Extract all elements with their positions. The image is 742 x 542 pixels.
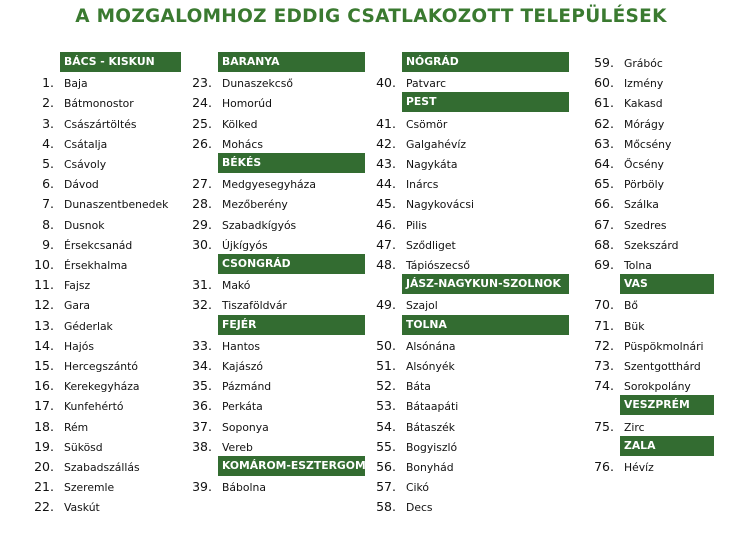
settlement-number: 24. [192,95,212,111]
settlement-name: Szekszárd [624,238,679,252]
county-header: ZALA [620,436,714,456]
settlement-name: Cikó [406,481,430,495]
settlement-number: 73. [594,358,614,373]
county-header: PEST [402,92,569,112]
settlement-name: Géderlak [64,319,113,333]
county-header: NÓGRÁD [402,52,569,72]
settlement-name: Nagykáta [406,158,458,171]
settlement-name: Szabadszállás [64,461,140,474]
settlement-name: Patvarc [406,77,447,91]
settlement-name: Hercegszántó [64,360,138,373]
settlement-number: 75. [594,418,614,434]
settlement-name: Pörböly [624,178,665,192]
page-title: A MOZGALOMHOZ EDDIG CSATLAKOZOTT TELEPÜLÉSEK [75,6,667,27]
settlement-number: 26. [192,135,212,151]
settlement-number: 27. [192,176,212,192]
settlement-name: Galgahévíz [406,137,466,151]
settlement-number: 1. [42,75,54,91]
settlement-name: Dunaszekcső [222,77,293,91]
settlement-name: Csátalja [64,137,108,151]
settlement-name: Dusnok [64,218,105,232]
settlement-number: 14. [34,337,54,353]
settlement-number: 74. [594,378,614,394]
settlement-name: Bonyhád [406,461,454,474]
settlement-number: 12. [34,297,54,313]
county-header: CSONGRÁD [218,254,365,274]
settlement-number: 61. [594,95,614,111]
settlement-number: 56. [376,459,396,474]
settlement-number: 35. [192,378,212,394]
settlement-name: Bátmonostor [64,97,134,111]
settlement-number: 23. [192,75,212,91]
settlement-number: 30. [192,236,212,252]
settlement-number: 29. [192,216,212,232]
settlement-name: Mohács [222,137,263,151]
settlement-number: 39. [192,479,212,495]
settlement-name: Dunaszentbenedek [64,198,169,212]
settlement-name: Izmény [624,77,664,91]
settlement-number: 50. [376,337,396,353]
settlement-number: 22. [34,499,54,515]
settlement-name: Soponya [222,420,269,434]
settlement-number: 70. [594,297,614,313]
settlement-number: 41. [376,115,396,131]
settlement-number: 51. [376,358,396,373]
settlement-number: 6. [42,176,54,192]
settlement-name: Érsekhalma [64,259,128,272]
settlement-name: Tápiószecső [406,259,470,272]
settlement-name: Szabadkígyós [222,218,297,232]
settlement-number: 66. [594,196,614,212]
county-header: JÁSZ-NAGYKUN-SZOLNOK [402,274,569,294]
settlement-number: 58. [376,499,396,515]
settlement-number: 60. [594,75,614,91]
settlement-number: 33. [192,337,212,353]
settlement-name: Fajsz [64,279,91,293]
county-header: KOMÁROM-ESZTERGOM [218,456,365,476]
settlement-number: 37. [192,418,212,434]
settlement-name: Kerekegyháza [64,380,140,394]
settlement-number: 4. [42,135,54,151]
settlement-name: Decs [406,501,433,515]
settlement-number: 42. [376,135,396,151]
settlement-number: 49. [376,297,396,313]
settlement-name: Csávoly [64,158,107,171]
settlement-name: Hajós [64,339,94,353]
settlement-name: Bük [624,319,645,333]
settlement-name: Szentgotthárd [624,360,701,373]
settlement-name: Kajászó [222,360,264,373]
settlement-name: Bátaszék [406,420,456,434]
settlement-number: 63. [594,135,614,151]
settlement-name: Sorokpolány [624,380,691,394]
settlement-name: Makó [222,279,251,293]
settlement-name: Szeremle [64,481,115,495]
settlement-name: Pázmánd [222,380,272,394]
settlement-name: Sükösd [64,440,103,454]
settlement-number: 64. [594,156,614,171]
county-header: BÉKÉS [218,153,365,173]
settlement-number: 36. [192,398,212,414]
county-header: BÁCS - KISKUN [60,52,181,72]
settlement-name: Medgyesegyháza [222,178,316,192]
settlement-number: 13. [34,317,54,333]
settlement-number: 71. [594,317,614,333]
settlement-number: 9. [42,236,54,252]
settlement-number: 53. [376,398,396,414]
settlement-number: 11. [34,277,54,293]
settlement-number: 48. [376,257,396,272]
settlement-number: 69. [594,257,614,272]
settlement-number: 76. [594,459,614,474]
settlement-name: Kakasd [624,97,663,111]
settlement-number: 3. [42,115,54,131]
settlement-number: 5. [42,156,54,171]
settlement-name: Bábolna [222,481,266,495]
settlement-number: 32. [192,297,212,313]
settlement-name: Érsekcsanád [64,238,133,252]
settlement-number: 57. [376,479,396,495]
settlement-name: Újkígyós [222,238,268,252]
settlement-number: 72. [594,337,614,353]
settlement-number: 59. [594,55,614,70]
settlement-name: Hévíz [624,461,654,474]
settlement-number: 2. [42,95,54,111]
settlement-name: Kunfehértó [64,400,124,414]
settlement-number: 7. [42,196,54,212]
county-header: VAS [620,274,714,294]
settlement-name: Inárcs [406,178,439,192]
settlement-number: 34. [192,358,212,373]
settlement-name: Szedres [624,218,667,232]
settlement-number: 40. [376,75,396,91]
settlement-number: 15. [34,358,54,373]
settlement-name: Alsónyék [406,360,455,373]
settlement-name: Grábóc [624,57,663,70]
settlement-number: 17. [34,398,54,414]
settlement-name: Nagykovácsi [406,198,474,212]
settlement-number: 43. [376,156,396,171]
county-header: TOLNA [402,315,569,335]
settlement-name: Baja [64,77,88,91]
settlement-name: Tolna [624,259,652,272]
settlement-number: 18. [34,418,54,434]
settlement-name: Homorúd [222,97,272,111]
settlement-number: 8. [42,216,54,232]
settlement-number: 47. [376,236,396,252]
settlement-name: Tiszaföldvár [222,299,287,313]
county-header: VESZPRÉM [620,395,714,415]
county-header: FEJÉR [218,315,365,335]
settlement-name: Perkáta [222,400,263,414]
settlement-number: 65. [594,176,614,192]
settlement-number: 38. [192,438,212,454]
county-header: BARANYA [218,52,365,72]
settlement-name: Őcsény [624,158,664,171]
settlement-name: Alsónána [406,339,456,353]
settlement-number: 19. [34,438,54,454]
settlement-name: Bátaapáti [406,400,459,414]
settlement-number: 45. [376,196,396,212]
settlement-number: 44. [376,176,396,192]
settlement-number: 62. [594,115,614,131]
settlement-name: Báta [406,380,431,394]
settlement-number: 55. [376,438,396,454]
settlement-number: 52. [376,378,396,394]
settlement-name: Bogyiszló [406,440,458,454]
settlement-name: Püspökmolnári [624,339,704,353]
settlement-number: 21. [34,479,54,495]
settlement-name: Hantos [222,339,261,353]
settlement-number: 31. [192,277,212,293]
settlement-name: Császártöltés [64,117,137,131]
settlement-name: Szajol [406,299,438,313]
settlement-number: 25. [192,115,212,131]
settlement-number: 54. [376,418,396,434]
settlement-number: 16. [34,378,54,394]
settlement-name: Kölked [222,117,258,131]
settlement-name: Vereb [222,440,253,454]
settlement-number: 28. [192,196,212,212]
settlement-name: Vaskút [64,501,100,515]
settlement-name: Mezőberény [222,198,288,212]
settlement-name: Mórágy [624,117,665,131]
settlement-name: Zirc [624,420,645,434]
settlement-name: Mőcsény [624,137,672,151]
settlement-number: 67. [594,216,614,232]
settlement-name: Gara [64,299,91,313]
settlement-number: 20. [34,459,54,474]
settlement-number: 68. [594,236,614,252]
settlement-name: Csömör [406,117,448,131]
settlement-number: 10. [34,257,54,272]
settlement-name: Pilis [406,218,427,232]
settlement-name: Bő [624,299,639,313]
settlement-number: 46. [376,216,396,232]
settlement-name: Dávod [64,178,99,192]
settlement-name: Sződliget [406,238,456,252]
settlement-name: Szálka [624,198,659,212]
settlement-name: Rém [64,420,89,434]
